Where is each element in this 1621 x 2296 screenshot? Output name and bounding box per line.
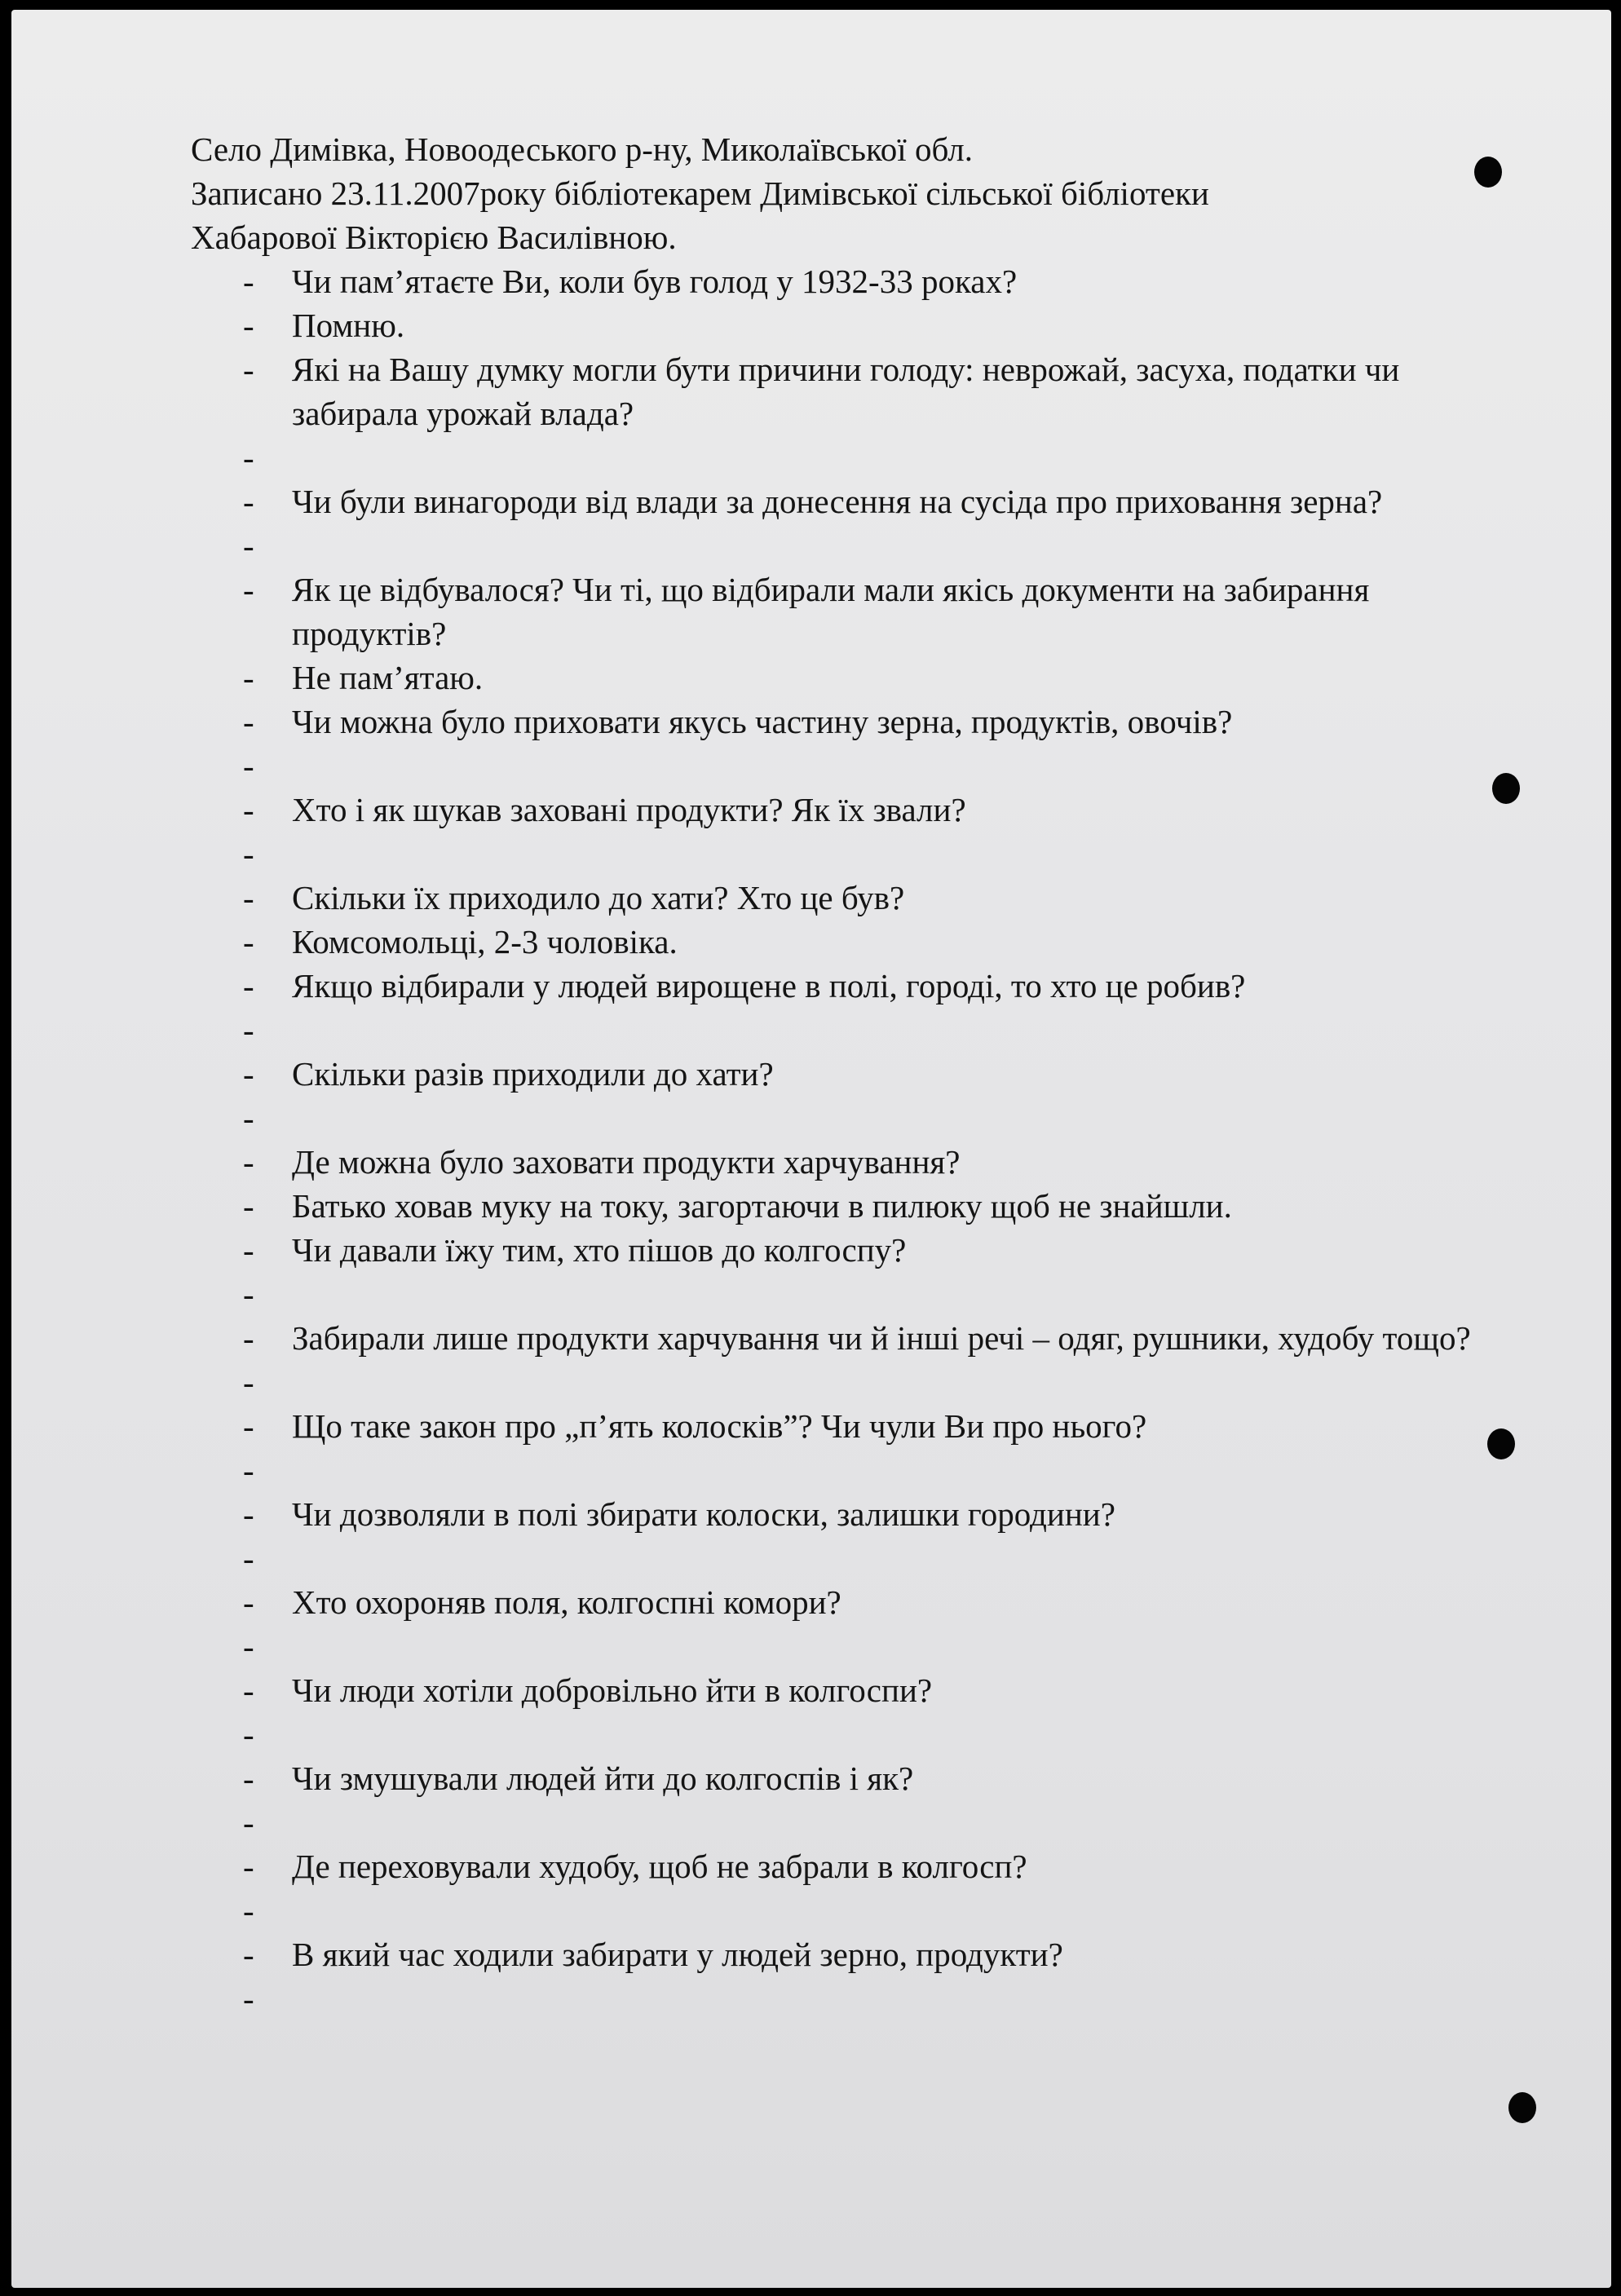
list-dash: - xyxy=(243,1804,254,1841)
list-item-text: Де можна було заховати продукти харчування? xyxy=(292,1143,961,1181)
list-dash: - xyxy=(243,1407,254,1445)
list-item-text: Де переховували худобу, щоб не забрали в колгосп? xyxy=(292,1848,1027,1885)
list-dash: - xyxy=(243,1187,254,1225)
list-item xyxy=(191,656,1531,700)
list-item xyxy=(191,876,1531,920)
list-item xyxy=(191,832,1531,876)
list-dash: - xyxy=(243,1231,254,1269)
list-item-text: Комсомольці, 2-3 чоловіка. xyxy=(292,923,678,960)
list-dash: - xyxy=(243,1583,254,1621)
list-item-text: Які на Вашу думку могли бути причини голоду: неврожай, засуха, податки чи забирала урожай влада? xyxy=(292,351,1400,432)
list-item-text: Чи дозволяли в полі збирати колоски, залишки городини? xyxy=(292,1495,1115,1533)
list-item xyxy=(191,1140,1531,1184)
list-item xyxy=(191,1712,1531,1756)
list-dash: - xyxy=(243,1451,254,1489)
list-item xyxy=(191,303,1531,347)
list-dash: - xyxy=(243,1980,254,2017)
list-dash: - xyxy=(243,527,254,564)
list-item-text: Як це відбувалося? Чи ті, що відбирали мали якісь документи на забирання продуктів? xyxy=(292,571,1370,652)
list-item xyxy=(191,920,1531,964)
list-dash: - xyxy=(243,1319,254,1357)
list-dash: - xyxy=(243,263,254,300)
list-item-text: Не пам’ятаю. xyxy=(292,659,484,696)
list-item-text: Забирали лише продукти харчування чи й інші речі – одяг, рушники, худобу тощо? xyxy=(292,1319,1471,1357)
list-item xyxy=(191,700,1531,744)
header-recorder-name: Хабарової Вікторією Василівною. xyxy=(191,219,677,256)
list-dash: - xyxy=(243,967,254,1004)
list-item xyxy=(191,964,1531,1008)
list-dash: - xyxy=(243,1671,254,1709)
list-item-text: В який час ходили забирати у людей зерно, продукти? xyxy=(292,1936,1063,1973)
list-dash: - xyxy=(243,1715,254,1753)
list-item xyxy=(191,1756,1531,1800)
list-item xyxy=(191,1404,1531,1448)
list-item xyxy=(191,1624,1531,1668)
list-dash: - xyxy=(243,1848,254,1885)
list-item xyxy=(191,1536,1531,1580)
list-item xyxy=(191,347,1531,435)
list-item xyxy=(191,1316,1531,1360)
list-dash: - xyxy=(243,1143,254,1181)
list-dash: - xyxy=(243,439,254,476)
list-item xyxy=(191,1668,1531,1712)
list-item xyxy=(191,1580,1531,1624)
list-item-text: Скільки разів приходили до хати? xyxy=(292,1055,774,1093)
list-item-text: Помню. xyxy=(292,307,405,344)
list-item xyxy=(191,1008,1531,1052)
list-item xyxy=(191,1052,1531,1096)
list-dash: - xyxy=(243,571,254,608)
list-item xyxy=(191,1976,1531,2020)
list-dash: - xyxy=(243,1539,254,1577)
list-item xyxy=(191,1800,1531,1844)
list-dash: - xyxy=(243,1627,254,1665)
list-item-text: Чи були винагороди від влади за донесення на сусіда про приховання зерна? xyxy=(292,483,1383,520)
list-item xyxy=(191,1888,1531,1932)
list-dash: - xyxy=(243,1011,254,1049)
list-item xyxy=(191,1844,1531,1888)
question-answer-list xyxy=(191,259,1471,2020)
list-dash: - xyxy=(243,307,254,344)
list-item xyxy=(191,567,1531,656)
list-dash: - xyxy=(243,659,254,696)
list-item xyxy=(191,523,1531,567)
list-item-text: Чи давали їжу тим, хто пішов до колгоспу? xyxy=(292,1231,907,1269)
list-dash: - xyxy=(243,1495,254,1533)
list-item xyxy=(191,1228,1531,1272)
list-item xyxy=(191,1184,1531,1228)
list-dash: - xyxy=(243,835,254,872)
list-item xyxy=(191,1492,1531,1536)
list-item xyxy=(191,1096,1531,1140)
punch-hole xyxy=(1474,157,1502,188)
list-dash: - xyxy=(243,483,254,520)
list-item-text: Скільки їх приходило до хати? Хто це був? xyxy=(292,879,905,916)
list-dash: - xyxy=(243,703,254,740)
list-dash: - xyxy=(243,1760,254,1797)
list-item-text: Чи пам’ятаєте Ви, коли був голод у 1932-33 роках? xyxy=(292,263,1018,300)
list-item-text: Чи люди хотіли добровільно йти в колгоспи? xyxy=(292,1671,933,1709)
list-dash: - xyxy=(243,879,254,916)
list-item xyxy=(191,1272,1531,1316)
list-item xyxy=(191,1448,1531,1492)
list-item xyxy=(191,788,1531,832)
list-dash: - xyxy=(243,351,254,388)
list-item xyxy=(191,1360,1531,1404)
header-recorded-by: Записано 23.11.2007року бібліотекарем Димівської сільської бібліотеки xyxy=(191,174,1209,212)
list-dash: - xyxy=(243,1363,254,1401)
list-dash: - xyxy=(243,791,254,828)
punch-hole xyxy=(1508,2092,1536,2123)
list-item-text: Батько ховав муку на току, загортаючи в пилюку щоб не знайшли. xyxy=(292,1187,1232,1225)
list-dash: - xyxy=(243,1275,254,1313)
list-item xyxy=(191,479,1531,523)
list-item-text: Чи можна було приховати якусь частину зерна, продуктів, овочів? xyxy=(292,703,1233,740)
header-location: Село Димівка, Новоодеського р-ну, Миколаївської обл. xyxy=(191,130,973,168)
list-item-text: Якщо відбирали у людей вирощене в полі, городі, то хто це робив? xyxy=(292,967,1246,1004)
list-item-text: Чи змушували людей йти до колгоспів і як? xyxy=(292,1760,914,1797)
list-item xyxy=(191,744,1531,788)
list-item-text: Хто охороняв поля, колгоспні комори? xyxy=(292,1583,841,1621)
list-dash: - xyxy=(243,923,254,960)
list-item xyxy=(191,259,1531,303)
document-text xyxy=(191,127,1471,2020)
list-dash: - xyxy=(243,1055,254,1093)
list-item xyxy=(191,1932,1531,1976)
list-item-text: Хто і як шукав заховані продукти? Як їх звали? xyxy=(292,791,966,828)
list-dash: - xyxy=(243,1099,254,1137)
list-item xyxy=(191,435,1531,479)
list-dash: - xyxy=(243,1936,254,1973)
list-item-text: Що таке закон про „п’ять колосків”? Чи чули Ви про нього? xyxy=(292,1407,1147,1445)
list-dash: - xyxy=(243,1892,254,1929)
list-dash: - xyxy=(243,747,254,784)
